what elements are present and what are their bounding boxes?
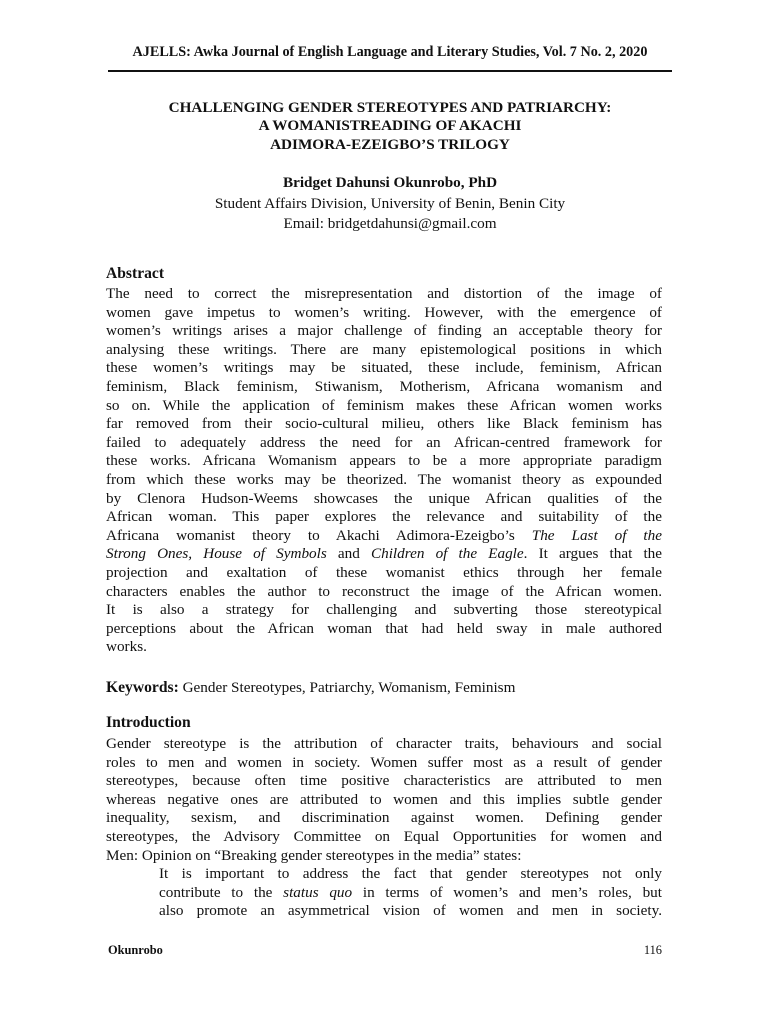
block-quote (159, 865, 662, 921)
status-quo-italic: status quo (283, 883, 353, 901)
abstract-line-text: and (326, 545, 371, 563)
abstract-line-text: . It argues that the (523, 545, 662, 563)
abstract-body (106, 285, 662, 657)
footer-author: Okunrobo (108, 943, 163, 957)
intro-line: Men: Opinion on “Breaking gender stereotypes in the media” states: (106, 846, 522, 864)
abstract-line: by Clenora Hudson-Weems showcases the unique African qualities of the (106, 489, 662, 507)
book-title-italic: Children of the Eagle (370, 545, 524, 563)
abstract-line: far removed from their socio-cultural milieu, others like Black feminism has (106, 415, 662, 433)
introduction-heading: Introduction (106, 714, 191, 731)
abstract-line: African woman. This paper explores the relevance and suitability of the (106, 508, 662, 526)
intro-line: Gender stereotype is the attribution of character traits, behaviours and social (106, 735, 662, 752)
intro-line: stereotypes, the Advisory Committee on Equal Opportunities for women and (106, 827, 662, 845)
running-head: AJELLS: Awka Journal of English Language and Literary Studies, Vol. 7 No. 2, 2020 (132, 44, 648, 60)
abstract-line-text: Africana womanist theory to Akachi Adimora-Ezeigbo’s (106, 526, 532, 544)
abstract-line: women gave impetus to women’s writing. However, with the emergence of (106, 303, 662, 321)
abstract-line: from which these works may be theorized. The womanist theory as expounded (106, 470, 662, 488)
abstract-line: works. (106, 638, 147, 656)
title-line-2: A WOMANISTREADING OF AKACHI (258, 117, 522, 135)
introduction-body (106, 735, 662, 865)
paper-title (108, 99, 672, 154)
abstract-line: It is also a strategy for challenging and subverting those stereotypical (106, 601, 662, 619)
author-email: Email: bridgetdahunsi@gmail.com (283, 215, 497, 233)
keywords-label: Keywords: (106, 679, 179, 696)
abstract-line: so on. While the application of feminism makes these African women works (106, 396, 662, 414)
keywords (106, 679, 666, 697)
author-block (108, 173, 672, 235)
book-title-italic: The Last of the (531, 526, 662, 544)
book-titles-italic: Strong Ones, House of Symbols (106, 545, 327, 563)
intro-line: roles to men and women in society. Women suffer most as a result of gender (106, 753, 662, 771)
intro-line: inequality, sexism, and discrimination against women. Defining gender (106, 809, 662, 827)
quote-line: It is important to address the fact that gender stereotypes not only (159, 865, 662, 882)
abstract-line: The need to correct the misrepresentation and distortion of the image of (106, 285, 662, 302)
page-number: 116 (643, 943, 662, 957)
abstract-line (106, 545, 662, 564)
quote-line: also promote an asymmetrical vision of women and men in society. (159, 902, 662, 920)
title-line-1: CHALLENGING GENDER STEREOTYPES AND PATRIARCHY: (168, 99, 612, 116)
abstract-line: these works. Africana Womanism appears to be a more appropriate paradigm (106, 452, 662, 470)
author-affiliation: Student Affairs Division, University of Benin, Benin City (214, 194, 566, 212)
keywords-text: Gender Stereotypes, Patriarchy, Womanism, Feminism (178, 679, 516, 696)
abstract-line: characters enables the author to reconstruct the image of the African women. (106, 582, 662, 600)
abstract-line: these women’s writings may be situated, these include, feminism, African (106, 359, 662, 377)
intro-line: stereotypes, because often time positive characteristics are attributed to men (106, 772, 662, 790)
abstract-line: analysing these writings. There are many epistemological positions in which (106, 340, 662, 358)
quote-line (159, 884, 662, 903)
quote-text: in terms of women’s and men’s roles, but (352, 883, 662, 901)
title-line-3: ADIMORA-EZEIGBO’S TRILOGY (270, 135, 510, 153)
abstract-line: projection and exaltation of these womanist ethics through her female (106, 563, 662, 581)
author-name: Bridget Dahunsi Okunrobo, PhD (282, 174, 498, 191)
quote-text: contribute to the (159, 883, 284, 901)
abstract-heading: Abstract (106, 265, 165, 282)
abstract-line: failed to adequately address the need for an African-centred framework for (106, 433, 662, 451)
abstract-line: perceptions about the African woman that had held sway in male authored (106, 619, 662, 637)
intro-line: whereas negative ones are attributed to women and this implies subtle gender (106, 790, 662, 808)
abstract-line: feminism, Black feminism, Stiwanism, Motherism, Africana womanism and (106, 377, 662, 395)
abstract-line: women’s writings arises a major challenge of finding an acceptable theory for (106, 322, 662, 340)
abstract-line (106, 527, 662, 546)
header-rule (108, 70, 672, 72)
